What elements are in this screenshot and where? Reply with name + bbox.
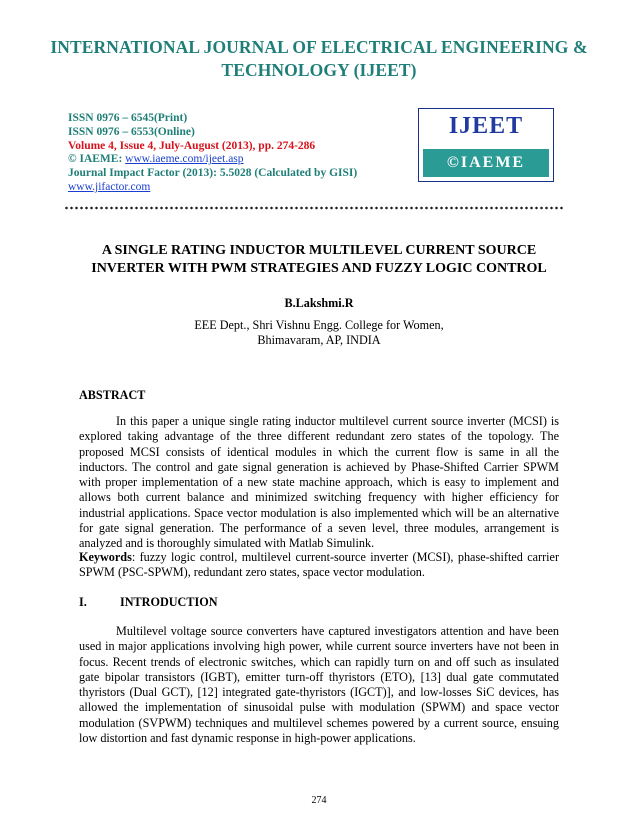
copyright-prefix: © IAEME:	[68, 153, 126, 166]
issn-print: ISSN 0976 – 6545(Print)	[68, 112, 188, 124]
introduction-body	[79, 624, 559, 746]
page-number: 274	[311, 795, 327, 806]
abstract-body	[79, 414, 559, 552]
abstract-text: In this paper a unique single rating inductor multilevel current source inverter (MCSI) is explored taking advantage of the three different redundant zero states of the topology. The proposed MCSI consists of identical modules in which the current flow is same in all the inductors. The control and gate signal generation is achieved by Phase-Shifted Carrier SPWM with proper implementation of a new state machine approach, which is easy to implement and allows both current balance and minimized switching frequency with higher efficiency for industrial applications. Space vector modulation is also implemented which will be an alternative for gate signal generation. The performance of a seven level, three modules, arrangement is analyzed and is thoroughly simulated with Matlab Simulink.	[79, 414, 559, 551]
keywords-text: : fuzzy logic control, multilevel current-source inverter (MCSI), phase-shifted carrier SPWM (PSC-SPWM), redundant zero states, space vector modulation.	[79, 550, 559, 580]
affiliation-line1: EEE Dept., Shri Vishnu Engg. College for Women,	[194, 318, 444, 332]
section-number: I.	[79, 595, 87, 609]
keywords	[79, 550, 559, 581]
journal-title-line1: INTERNATIONAL JOURNAL OF ELECTRICAL ENGINEERING &	[50, 37, 588, 57]
impact-factor: Journal Impact Factor (2013): 5.5028 (Calculated by GISI)	[68, 167, 358, 180]
iaeme-link[interactable]: www.iaeme.com/ijeet.asp	[125, 153, 244, 166]
section-title: INTRODUCTION	[120, 595, 218, 609]
logo-iaeme-text: ©IAEME	[423, 149, 549, 177]
copyright-line	[68, 153, 398, 167]
introduction-text: Multilevel voltage source converters have captured investigators attention and have been used in major applications involving high power, while current source inverters have not been in focus. Recent trends of electronic switches, which can rapidly turn on and off such as insulated gate bipolar transistors (IGBT), emitter turn-off thyristors (ETO), [13] dual gate commutated thyristors (Dual GCT), [12] integrated gate-thyristors (IGCT)], and low-losses SiC devices, has allowed the implementation of sinusoidal pulse with modulation (SPWM) and space vector modulation (SVPWM) techniques and multilevel schemes powered by a current source, ensuing low distortion and fast dynamic response in high-power applications.	[79, 624, 559, 746]
volume-info: Volume 4, Issue 4, July-August (2013), pp. 274-286	[68, 139, 316, 152]
author-name: B.Lakshmi.R	[284, 296, 354, 310]
dotted-divider	[64, 206, 564, 210]
keywords-label: Keywords	[79, 550, 132, 564]
logo-ijeet-text: IJEET	[448, 113, 524, 139]
paper-title-line1: A SINGLE RATING INDUCTOR MULTILEVEL CURRENT SOURCE	[101, 243, 537, 258]
paper-title	[60, 242, 578, 277]
journal-logo	[418, 108, 554, 182]
journal-title-line2: TECHNOLOGY (IJEET)	[221, 60, 417, 80]
issn-online: ISSN 0976 – 6553(Online)	[68, 125, 195, 138]
author-affiliation	[60, 318, 578, 348]
journal-title	[40, 36, 598, 82]
journal-meta	[68, 112, 398, 195]
jifactor-link[interactable]: www.jifactor.com	[68, 180, 151, 193]
paper-title-line2: INVERTER WITH PWM STRATEGIES AND FUZZY LOGIC CONTROL	[91, 260, 547, 276]
abstract-heading: ABSTRACT	[79, 388, 146, 402]
introduction-heading	[79, 595, 218, 610]
affiliation-line2: Bhimavaram, AP, INDIA	[257, 333, 381, 347]
